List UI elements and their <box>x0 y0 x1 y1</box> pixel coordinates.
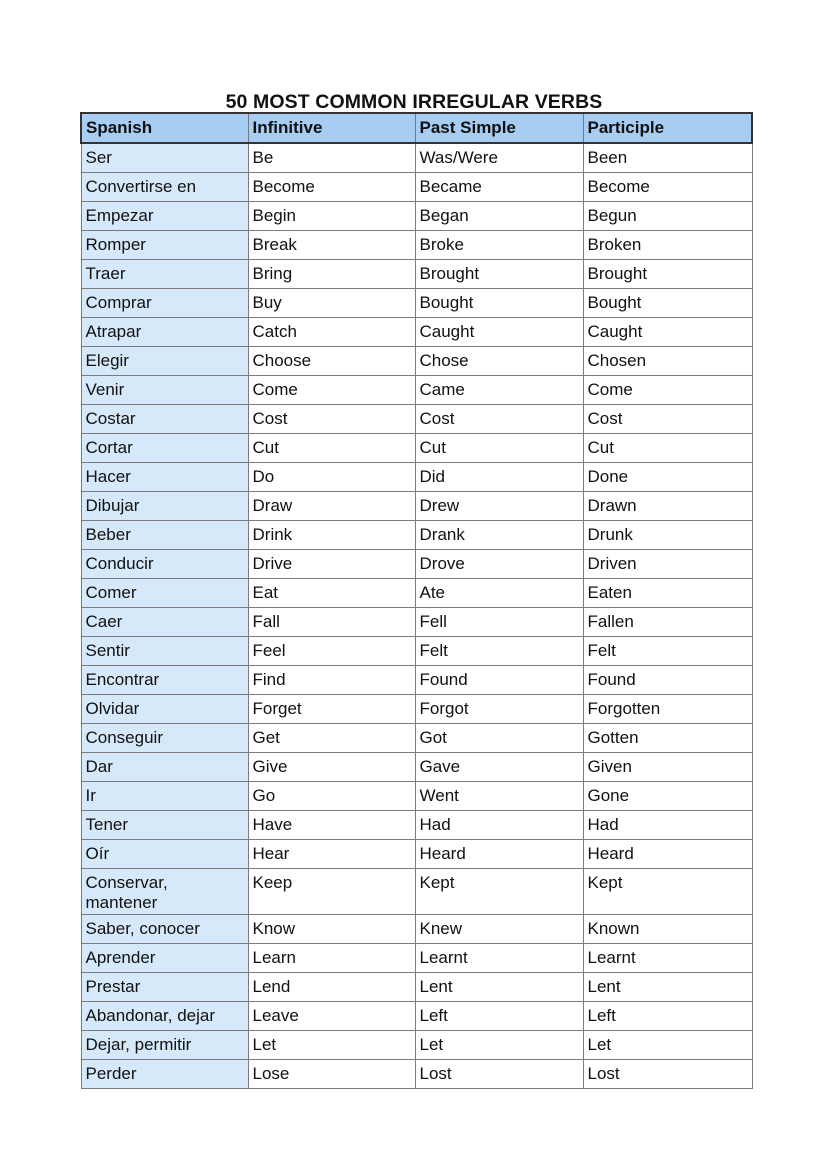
cell-spanish: Sentir <box>81 637 248 666</box>
cell-infinitive: Fall <box>248 608 415 637</box>
cell-spanish: Ir <box>81 782 248 811</box>
cell-participle: Gotten <box>583 724 752 753</box>
cell-participle: Caught <box>583 318 752 347</box>
cell-past-simple: Did <box>415 463 583 492</box>
cell-spanish: Convertirse en <box>81 173 248 202</box>
header-spanish: Spanish <box>81 113 248 143</box>
cell-participle: Heard <box>583 840 752 869</box>
cell-spanish: Comer <box>81 579 248 608</box>
cell-spanish: Elegir <box>81 347 248 376</box>
cell-participle: Been <box>583 143 752 173</box>
cell-past-simple: Kept <box>415 869 583 915</box>
table-row <box>81 492 752 521</box>
cell-infinitive: Lend <box>248 973 415 1002</box>
table-row <box>81 579 752 608</box>
cell-past-simple: Began <box>415 202 583 231</box>
cell-past-simple: Became <box>415 173 583 202</box>
table-row <box>81 695 752 724</box>
cell-infinitive: Lose <box>248 1060 415 1089</box>
cell-spanish: Conducir <box>81 550 248 579</box>
cell-past-simple: Chose <box>415 347 583 376</box>
cell-participle: Lost <box>583 1060 752 1089</box>
table-row <box>81 1060 752 1089</box>
cell-past-simple: Lent <box>415 973 583 1002</box>
cell-participle: Cost <box>583 405 752 434</box>
table-row <box>81 637 752 666</box>
cell-past-simple: Drank <box>415 521 583 550</box>
cell-past-simple: Learnt <box>415 944 583 973</box>
table-row <box>81 231 752 260</box>
table-row <box>81 143 752 173</box>
cell-past-simple: Cut <box>415 434 583 463</box>
table-row <box>81 869 752 915</box>
table-row <box>81 608 752 637</box>
table-row <box>81 202 752 231</box>
table-row <box>81 811 752 840</box>
cell-spanish: Romper <box>81 231 248 260</box>
cell-infinitive: Learn <box>248 944 415 973</box>
header-row <box>81 113 752 143</box>
cell-infinitive: Drink <box>248 521 415 550</box>
cell-spanish: Olvidar <box>81 695 248 724</box>
cell-participle: Drawn <box>583 492 752 521</box>
table-row <box>81 173 752 202</box>
table-row <box>81 840 752 869</box>
cell-spanish: Empezar <box>81 202 248 231</box>
cell-infinitive: Drive <box>248 550 415 579</box>
cell-past-simple: Caught <box>415 318 583 347</box>
cell-infinitive: Break <box>248 231 415 260</box>
table-row <box>81 463 752 492</box>
cell-participle: Fallen <box>583 608 752 637</box>
table-row <box>81 973 752 1002</box>
cell-participle: Drunk <box>583 521 752 550</box>
cell-participle: Cut <box>583 434 752 463</box>
cell-infinitive: Hear <box>248 840 415 869</box>
cell-spanish: Tener <box>81 811 248 840</box>
table-body <box>81 143 752 1089</box>
cell-spanish: Comprar <box>81 289 248 318</box>
cell-past-simple: Felt <box>415 637 583 666</box>
cell-infinitive: Eat <box>248 579 415 608</box>
cell-spanish: Dibujar <box>81 492 248 521</box>
table-row <box>81 915 752 944</box>
table-row <box>81 724 752 753</box>
cell-participle: Driven <box>583 550 752 579</box>
cell-past-simple: Broke <box>415 231 583 260</box>
cell-past-simple: Came <box>415 376 583 405</box>
cell-spanish: Beber <box>81 521 248 550</box>
cell-spanish: Perder <box>81 1060 248 1089</box>
cell-participle: Felt <box>583 637 752 666</box>
cell-past-simple: Brought <box>415 260 583 289</box>
cell-past-simple: Gave <box>415 753 583 782</box>
table-row <box>81 405 752 434</box>
table-row <box>81 666 752 695</box>
cell-infinitive: Bring <box>248 260 415 289</box>
cell-past-simple: Drew <box>415 492 583 521</box>
cell-participle: Let <box>583 1031 752 1060</box>
cell-past-simple: Forgot <box>415 695 583 724</box>
cell-past-simple: Fell <box>415 608 583 637</box>
header-past-simple: Past Simple <box>415 113 583 143</box>
cell-past-simple: Left <box>415 1002 583 1031</box>
cell-spanish: Atrapar <box>81 318 248 347</box>
cell-spanish: Saber, conocer <box>81 915 248 944</box>
table-row <box>81 1002 752 1031</box>
cell-infinitive: Cost <box>248 405 415 434</box>
cell-participle: Known <box>583 915 752 944</box>
cell-past-simple: Drove <box>415 550 583 579</box>
cell-spanish: Conseguir <box>81 724 248 753</box>
cell-infinitive: Be <box>248 143 415 173</box>
cell-past-simple: Had <box>415 811 583 840</box>
table-row <box>81 318 752 347</box>
cell-spanish: Hacer <box>81 463 248 492</box>
cell-participle: Begun <box>583 202 752 231</box>
header-infinitive: Infinitive <box>248 113 415 143</box>
table-row <box>81 944 752 973</box>
cell-infinitive: Buy <box>248 289 415 318</box>
cell-participle: Learnt <box>583 944 752 973</box>
table-row <box>81 782 752 811</box>
cell-participle: Eaten <box>583 579 752 608</box>
cell-infinitive: Let <box>248 1031 415 1060</box>
cell-spanish: Encontrar <box>81 666 248 695</box>
cell-infinitive: Cut <box>248 434 415 463</box>
cell-infinitive: Draw <box>248 492 415 521</box>
cell-participle: Gone <box>583 782 752 811</box>
cell-past-simple: Went <box>415 782 583 811</box>
cell-past-simple: Bought <box>415 289 583 318</box>
cell-participle: Lent <box>583 973 752 1002</box>
table-header <box>81 113 752 143</box>
cell-past-simple: Knew <box>415 915 583 944</box>
cell-infinitive: Know <box>248 915 415 944</box>
cell-infinitive: Give <box>248 753 415 782</box>
cell-infinitive: Feel <box>248 637 415 666</box>
cell-infinitive: Have <box>248 811 415 840</box>
cell-infinitive: Begin <box>248 202 415 231</box>
cell-participle: Brought <box>583 260 752 289</box>
cell-participle: Bought <box>583 289 752 318</box>
cell-infinitive: Leave <box>248 1002 415 1031</box>
cell-infinitive: Forget <box>248 695 415 724</box>
cell-spanish: Venir <box>81 376 248 405</box>
cell-spanish: Cortar <box>81 434 248 463</box>
cell-spanish: Traer <box>81 260 248 289</box>
table-row <box>81 434 752 463</box>
cell-participle: Left <box>583 1002 752 1031</box>
cell-spanish: Caer <box>81 608 248 637</box>
verbs-table <box>80 112 753 1089</box>
cell-spanish: Conservar, mantener <box>81 869 248 915</box>
cell-infinitive: Come <box>248 376 415 405</box>
cell-past-simple: Cost <box>415 405 583 434</box>
cell-participle: Done <box>583 463 752 492</box>
cell-spanish: Dar <box>81 753 248 782</box>
cell-spanish: Oír <box>81 840 248 869</box>
table-row <box>81 1031 752 1060</box>
cell-past-simple: Heard <box>415 840 583 869</box>
cell-infinitive: Find <box>248 666 415 695</box>
cell-spanish: Ser <box>81 143 248 173</box>
cell-spanish: Prestar <box>81 973 248 1002</box>
cell-participle: Had <box>583 811 752 840</box>
cell-spanish: Abandonar, dejar <box>81 1002 248 1031</box>
cell-infinitive: Go <box>248 782 415 811</box>
table-row <box>81 550 752 579</box>
cell-spanish: Aprender <box>81 944 248 973</box>
cell-past-simple: Got <box>415 724 583 753</box>
cell-past-simple: Found <box>415 666 583 695</box>
cell-participle: Forgotten <box>583 695 752 724</box>
cell-past-simple: Ate <box>415 579 583 608</box>
cell-participle: Chosen <box>583 347 752 376</box>
cell-participle: Come <box>583 376 752 405</box>
cell-participle: Kept <box>583 869 752 915</box>
cell-infinitive: Do <box>248 463 415 492</box>
cell-past-simple: Lost <box>415 1060 583 1089</box>
table-row <box>81 376 752 405</box>
table-row <box>81 521 752 550</box>
header-participle: Participle <box>583 113 752 143</box>
page-title: 50 MOST COMMON IRREGULAR VERBS <box>225 91 603 114</box>
table-row <box>81 260 752 289</box>
cell-infinitive: Catch <box>248 318 415 347</box>
cell-infinitive: Get <box>248 724 415 753</box>
cell-infinitive: Choose <box>248 347 415 376</box>
cell-participle: Become <box>583 173 752 202</box>
cell-participle: Found <box>583 666 752 695</box>
table-row <box>81 289 752 318</box>
cell-participle: Broken <box>583 231 752 260</box>
table-row <box>81 753 752 782</box>
cell-past-simple: Was/Were <box>415 143 583 173</box>
cell-spanish: Dejar, permitir <box>81 1031 248 1060</box>
cell-infinitive: Keep <box>248 869 415 915</box>
cell-past-simple: Let <box>415 1031 583 1060</box>
cell-spanish: Costar <box>81 405 248 434</box>
table-row <box>81 347 752 376</box>
cell-participle: Given <box>583 753 752 782</box>
cell-infinitive: Become <box>248 173 415 202</box>
